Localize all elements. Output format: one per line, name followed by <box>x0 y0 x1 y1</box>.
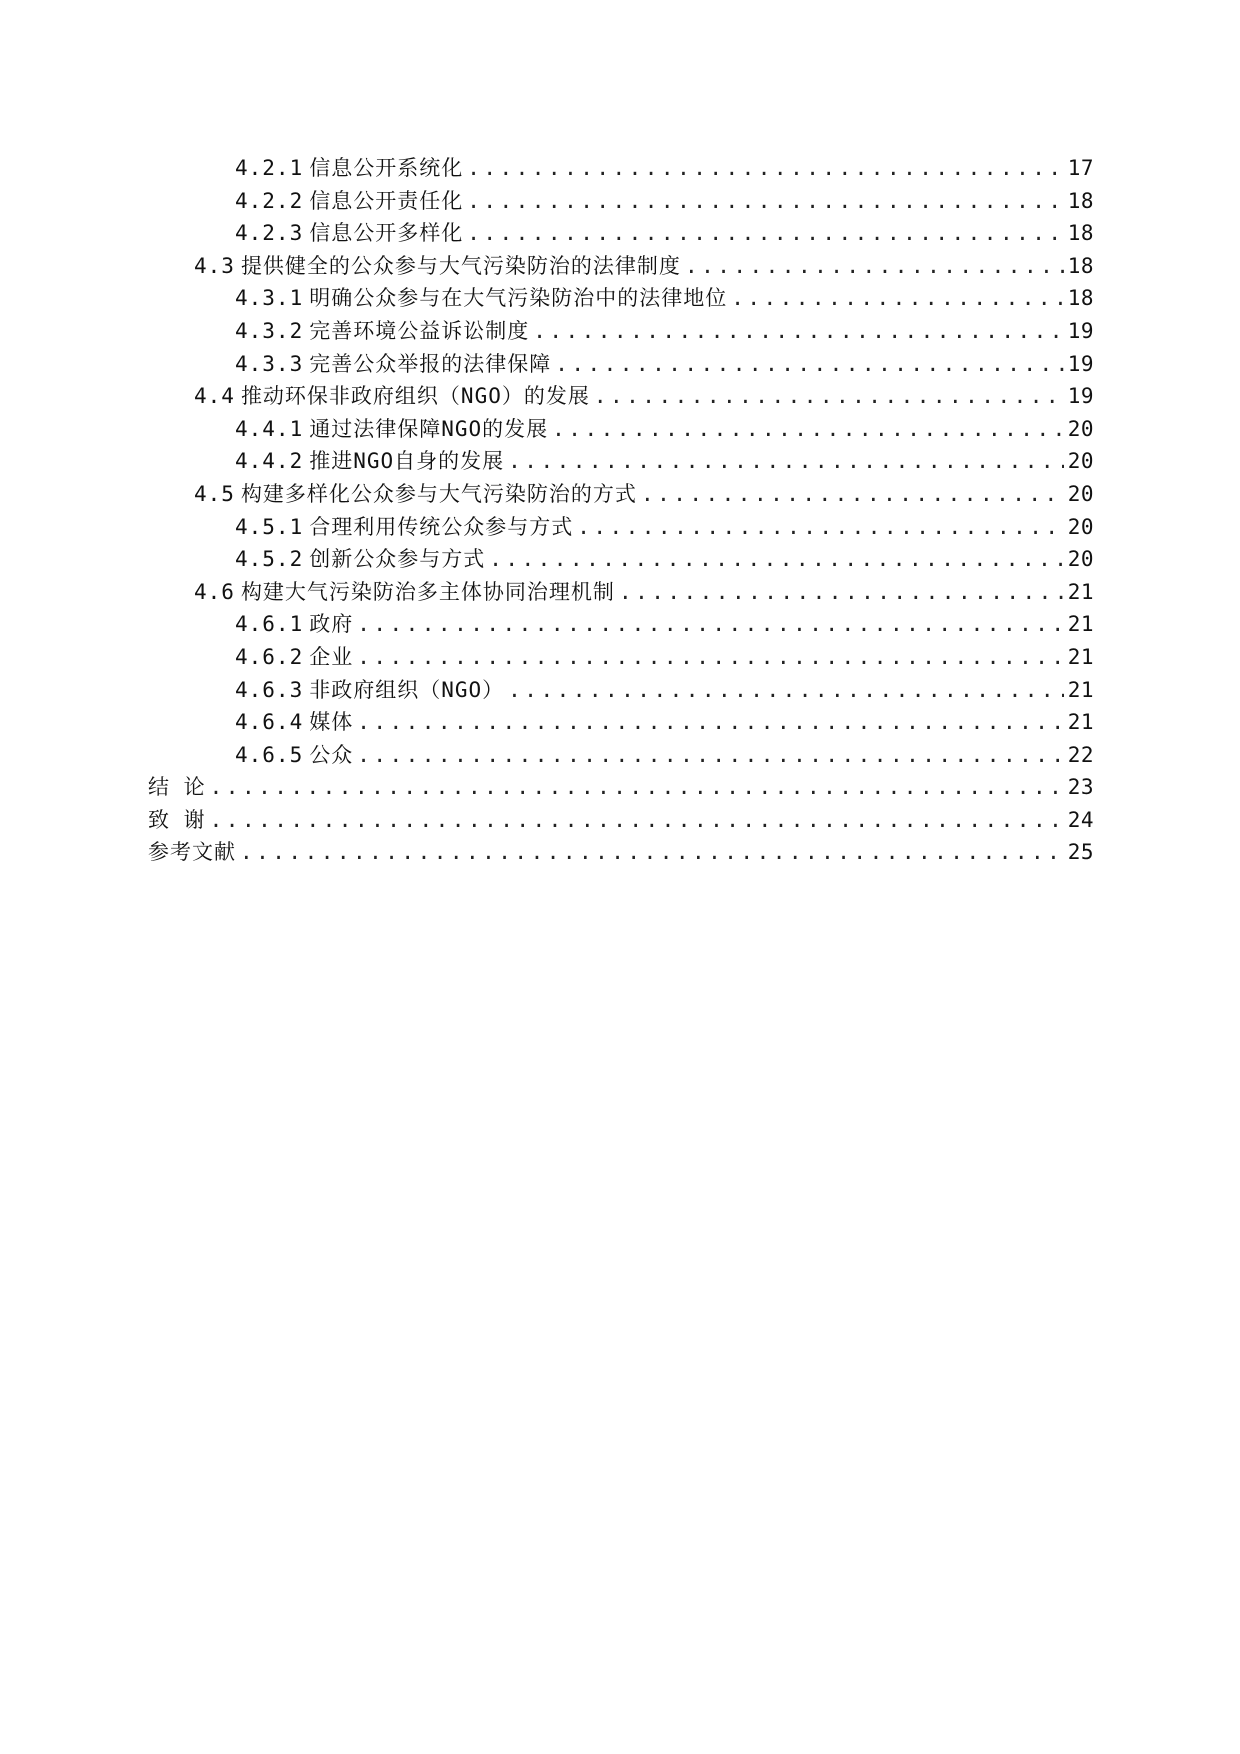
toc-entry-number: 4.6.4 <box>235 710 304 735</box>
toc-entry-title: 参考文献 <box>148 840 236 865</box>
toc-entry-title: 推动环保非政府组织（NGO）的发展 <box>240 384 590 409</box>
toc-entry-4-6-4[interactable] <box>148 706 1094 739</box>
toc-entry-title: 媒体 <box>309 710 354 735</box>
toc-entry-4-3-1[interactable] <box>148 282 1094 315</box>
toc-entry-4-6-2[interactable] <box>148 641 1094 674</box>
toc-entry-page: 20 <box>1067 547 1094 572</box>
toc-entry-title: 通过法律保障NGO的发展 <box>309 416 549 441</box>
toc-leader-dots <box>552 413 1064 446</box>
toc-entry-page: 21 <box>1067 644 1094 669</box>
toc-leader-dots <box>357 641 1063 674</box>
toc-entry-number: 4.5.1 <box>235 514 304 539</box>
toc-entry-number: 4.4.2 <box>235 449 304 474</box>
toc-entry-number: 4.2.2 <box>235 188 304 213</box>
toc-entry-number: 4.2.3 <box>235 221 304 246</box>
toc-entry-page: 21 <box>1067 677 1094 702</box>
toc-entry-number: 4.3.1 <box>235 286 304 311</box>
toc-entry-4-3-3[interactable] <box>148 348 1094 381</box>
toc-entry-4-4[interactable] <box>148 380 1094 413</box>
toc-entry-4-5-2[interactable] <box>148 543 1094 576</box>
toc-entry-page: 18 <box>1067 253 1094 278</box>
toc-leader-dots <box>555 348 1063 381</box>
toc-entry-title: 信息公开多样化 <box>309 221 464 246</box>
toc-entry-page: 19 <box>1067 384 1094 409</box>
toc-leader-dots <box>240 836 1064 869</box>
toc-entry-4-2-1[interactable] <box>148 152 1094 185</box>
toc-entry-number: 4.5 <box>194 481 235 506</box>
toc-entry-page: 18 <box>1067 286 1094 311</box>
toc-entry-title: 信息公开系统化 <box>309 156 464 180</box>
toc-entry-acknowledgements[interactable] <box>148 804 1094 837</box>
toc-entry-4-6-1[interactable] <box>148 608 1094 641</box>
toc-entry-number: 4.3.2 <box>235 318 304 343</box>
toc-leader-dots <box>685 250 1064 283</box>
toc-entry-page: 21 <box>1067 612 1094 637</box>
toc-entry-number: 4.2.1 <box>235 156 304 180</box>
toc-entry-number: 4.6 <box>194 579 235 604</box>
toc-leader-dots <box>467 185 1063 218</box>
toc-entry-page: 20 <box>1067 481 1094 506</box>
toc-entry-number: 4.4.1 <box>235 416 304 441</box>
toc-entry-4-5[interactable] <box>148 478 1094 511</box>
toc-leader-dots <box>210 771 1064 804</box>
toc-leader-dots <box>594 380 1064 413</box>
toc-entry-4-4-2[interactable] <box>148 445 1094 478</box>
toc-entry-page: 20 <box>1067 416 1094 441</box>
toc-entry-title: 非政府组织（NGO） <box>309 677 505 702</box>
toc-entry-4-6[interactable] <box>148 576 1094 609</box>
toc-entry-title: 结 论 <box>148 775 206 800</box>
toc-entry-4-4-1[interactable] <box>148 413 1094 446</box>
toc-leader-dots <box>731 282 1063 315</box>
toc-entry-page: 19 <box>1067 351 1094 376</box>
toc-leader-dots <box>508 445 1064 478</box>
toc-entry-title: 企业 <box>309 644 354 669</box>
toc-entry-title: 完善环境公益诉讼制度 <box>309 318 530 343</box>
toc-entry-conclusion[interactable] <box>148 771 1094 804</box>
toc-entry-4-2-2[interactable] <box>148 185 1094 218</box>
toc-entry-title: 政府 <box>309 612 354 637</box>
toc-leader-dots <box>210 804 1064 837</box>
toc-entry-title: 构建大气污染防治多主体协同治理机制 <box>240 579 615 604</box>
toc-entry-number: 4.6.2 <box>235 644 304 669</box>
toc-entry-4-3[interactable] <box>148 250 1094 283</box>
toc-entry-page: 17 <box>1067 156 1094 180</box>
toc-entry-references[interactable] <box>148 836 1094 869</box>
toc-entry-page: 21 <box>1067 579 1094 604</box>
toc-entry-page: 23 <box>1067 775 1094 800</box>
toc-entry-page: 20 <box>1067 514 1094 539</box>
toc-entry-title: 致 谢 <box>148 807 206 832</box>
toc-entry-title: 完善公众举报的法律保障 <box>309 351 552 376</box>
toc-entry-page: 18 <box>1067 188 1094 213</box>
toc-entry-number: 4.6.1 <box>235 612 304 637</box>
toc-leader-dots <box>641 478 1064 511</box>
toc-entry-page: 20 <box>1067 449 1094 474</box>
toc-entry-page: 18 <box>1067 221 1094 246</box>
toc-entry-title: 创新公众参与方式 <box>309 547 486 572</box>
toc-entry-number: 4.6.5 <box>235 742 304 767</box>
table-of-contents <box>148 152 1094 869</box>
toc-leader-dots <box>577 511 1063 544</box>
toc-entry-title: 明确公众参与在大气污染防治中的法律地位 <box>309 286 728 311</box>
toc-entry-number: 4.4 <box>194 384 235 409</box>
toc-entry-title: 推进NGO自身的发展 <box>309 449 505 474</box>
toc-leader-dots <box>357 706 1063 739</box>
toc-entry-page: 22 <box>1067 742 1094 767</box>
toc-entry-title: 合理利用传统公众参与方式 <box>309 514 574 539</box>
toc-entry-page: 19 <box>1067 318 1094 343</box>
toc-entry-page: 21 <box>1067 710 1094 735</box>
toc-entry-4-5-1[interactable] <box>148 511 1094 544</box>
toc-entry-4-2-3[interactable] <box>148 217 1094 250</box>
toc-entry-page: 25 <box>1067 840 1094 865</box>
toc-leader-dots <box>467 152 1063 185</box>
toc-entry-number: 4.3.3 <box>235 351 304 376</box>
toc-entry-4-6-5[interactable] <box>148 739 1094 772</box>
toc-entry-number: 4.5.2 <box>235 547 304 572</box>
toc-entry-title: 构建多样化公众参与大气污染防治的方式 <box>240 481 637 506</box>
toc-leader-dots <box>489 543 1063 576</box>
toc-entry-title: 公众 <box>309 742 354 767</box>
toc-entry-number: 4.6.3 <box>235 677 304 702</box>
toc-leader-dots <box>508 674 1064 707</box>
toc-leader-dots <box>619 576 1064 609</box>
toc-entry-4-6-3[interactable] <box>148 674 1094 707</box>
toc-leader-dots <box>533 315 1063 348</box>
toc-entry-title: 信息公开责任化 <box>309 188 464 213</box>
toc-leader-dots <box>467 217 1063 250</box>
toc-entry-title: 提供健全的公众参与大气污染防治的法律制度 <box>240 253 681 278</box>
toc-entry-page: 24 <box>1067 807 1094 832</box>
toc-entry-4-3-2[interactable] <box>148 315 1094 348</box>
toc-leader-dots <box>357 739 1063 772</box>
toc-entry-number: 4.3 <box>194 253 235 278</box>
toc-leader-dots <box>357 608 1063 641</box>
